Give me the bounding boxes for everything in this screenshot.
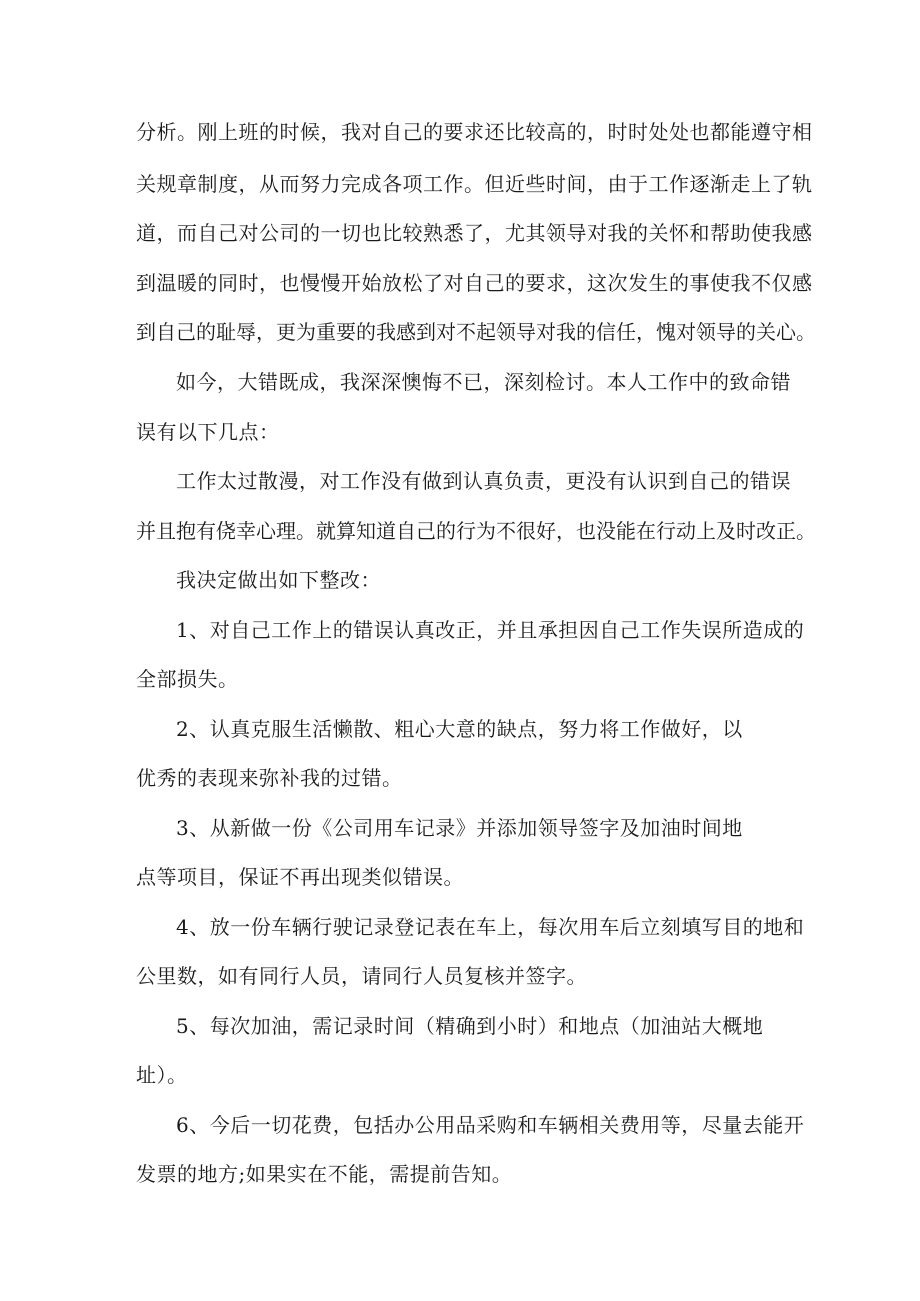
list-item-line: 3、从新做一份《公司用车记录》并添加领导签字及加油时间地 — [176, 816, 743, 840]
text-line: 发票的地方;如果实在不能，需提前告知。 — [136, 1162, 513, 1186]
paragraph-start-line: 工作太过散漫，对工作没有做到认真负责，更没有认识到自己的错误 — [176, 469, 791, 493]
text-line: 道，而自己对公司的一切也比较熟悉了，尤其领导对我的关怀和帮助使我感 — [136, 221, 813, 245]
list-item-line: 5、每次加油，需记录时间（精确到小时）和地点（加油站大概地 — [176, 1014, 764, 1038]
list-item-line: 4、放一份车辆行驶记录登记表在车上，每次用车后立刻填写目的地和 — [176, 915, 805, 939]
text-line: 到温暖的同时，也慢慢开始放松了对自己的要求，这次发生的事使我不仅感 — [136, 271, 813, 295]
text-line: 误有以下几点： — [136, 420, 280, 444]
list-item-line: 6、今后一切花费，包括办公用品采购和车辆相关费用等，尽量去能开 — [176, 1113, 805, 1137]
list-item-line: 1、对自己工作上的错误认真改正，并且承担因自己工作失误所造成的 — [176, 618, 805, 642]
text-line: 并且抱有侥幸心理。就算知道自己的行为不很好，也没能在行动上及时改正。 — [136, 519, 816, 543]
paragraph-start-line: 我决定做出如下整改： — [176, 568, 381, 592]
text-line: 到自己的耻辱，更为重要的我感到对不起领导对我的信任，愧对领导的关心。 — [136, 320, 816, 344]
text-line: 分析。刚上班的时候，我对自己的要求还比较高的，时时处处也都能遵守相 — [136, 120, 813, 144]
list-item-line: 2、认真克服生活懒散、粗心大意的缺点，努力将工作做好，以 — [176, 717, 743, 741]
text-line: 全部损失。 — [136, 667, 239, 691]
text-line: 址）。 — [136, 1063, 188, 1087]
text-line: 点等项目，保证不再出现类似错误。 — [136, 865, 464, 889]
paragraph-start-line: 如今，大错既成，我深深懊悔不已，深刻检讨。本人工作中的致命错 — [176, 370, 791, 394]
text-line: 优秀的表现来弥补我的过错。 — [136, 766, 403, 790]
text-line: 公里数，如有同行人员，请同行人员复核并签字。 — [136, 964, 587, 988]
text-line: 关规章制度，从而努力完成各项工作。但近些时间，由于工作逐渐走上了轨 — [136, 172, 813, 196]
